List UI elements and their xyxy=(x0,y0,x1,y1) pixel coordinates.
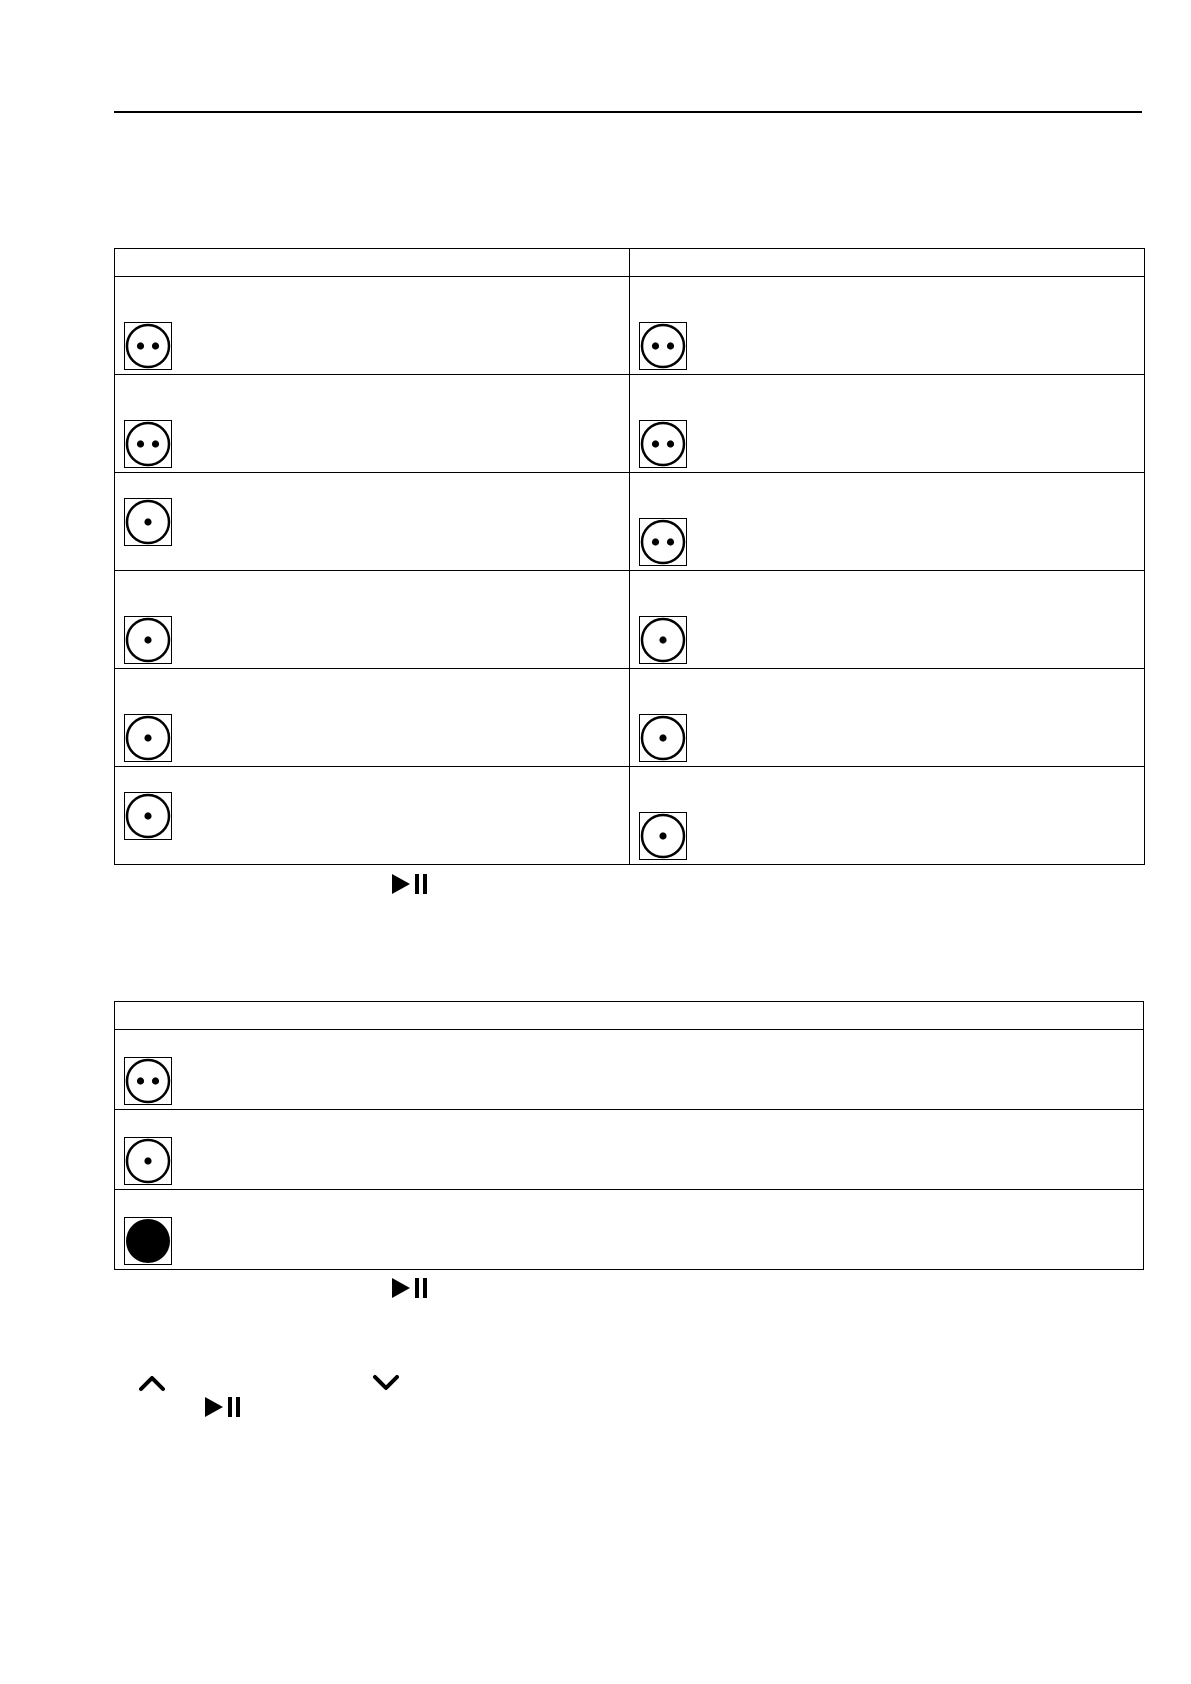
table-row xyxy=(115,1030,1144,1110)
table-row xyxy=(115,277,1145,375)
program-cell xyxy=(630,767,1145,865)
program-cell xyxy=(630,571,1145,669)
temperature-table xyxy=(114,1001,1144,1270)
table-row xyxy=(115,767,1145,865)
tumble-dry-low-heat-icon xyxy=(639,714,687,762)
header-cell xyxy=(115,1002,1144,1030)
tumble-dry-low-heat-icon xyxy=(124,792,172,840)
temperature-cell xyxy=(115,1190,1144,1270)
temperature-cell xyxy=(115,1110,1144,1190)
tumble-dry-low-heat-icon xyxy=(124,714,172,762)
tumble-dry-low-heat-icon xyxy=(124,1137,172,1185)
program-cell xyxy=(115,277,630,375)
program-cell xyxy=(630,669,1145,767)
tumble-dry-low-heat-icon xyxy=(124,498,172,546)
tumble-dry-normal-heat-icon xyxy=(639,420,687,468)
program-cell xyxy=(630,277,1145,375)
program-cell xyxy=(115,767,630,865)
table-row xyxy=(115,473,1145,571)
header-rule xyxy=(114,111,1142,113)
temperature-table-header xyxy=(115,1002,1144,1030)
table-row xyxy=(115,571,1145,669)
chevron-up-icon xyxy=(138,1374,166,1392)
programs-table-header xyxy=(115,249,1145,277)
program-cell xyxy=(115,473,630,571)
play-pause-icon xyxy=(204,1396,244,1418)
table-row xyxy=(115,1190,1144,1270)
tumble-dry-no-heat-icon xyxy=(124,1217,172,1265)
tumble-dry-normal-heat-icon xyxy=(124,420,172,468)
tumble-dry-low-heat-icon xyxy=(639,616,687,664)
temperature-cell xyxy=(115,1030,1144,1110)
chevron-down-icon xyxy=(372,1374,400,1392)
tumble-dry-low-heat-icon xyxy=(639,812,687,860)
header-cell-left xyxy=(115,249,630,277)
table-row xyxy=(115,1110,1144,1190)
header-cell-right xyxy=(630,249,1145,277)
tumble-dry-normal-heat-icon xyxy=(639,518,687,566)
play-pause-icon xyxy=(391,1277,431,1299)
table-row xyxy=(115,669,1145,767)
program-cell xyxy=(115,571,630,669)
programs-table xyxy=(114,248,1145,865)
tumble-dry-normal-heat-icon xyxy=(639,322,687,370)
tumble-dry-low-heat-icon xyxy=(124,616,172,664)
tumble-dry-normal-heat-icon xyxy=(124,1057,172,1105)
tumble-dry-normal-heat-icon xyxy=(124,322,172,370)
table-row xyxy=(115,375,1145,473)
program-cell xyxy=(630,375,1145,473)
play-pause-icon xyxy=(391,873,431,895)
program-cell xyxy=(115,669,630,767)
program-cell xyxy=(630,473,1145,571)
program-cell xyxy=(115,375,630,473)
